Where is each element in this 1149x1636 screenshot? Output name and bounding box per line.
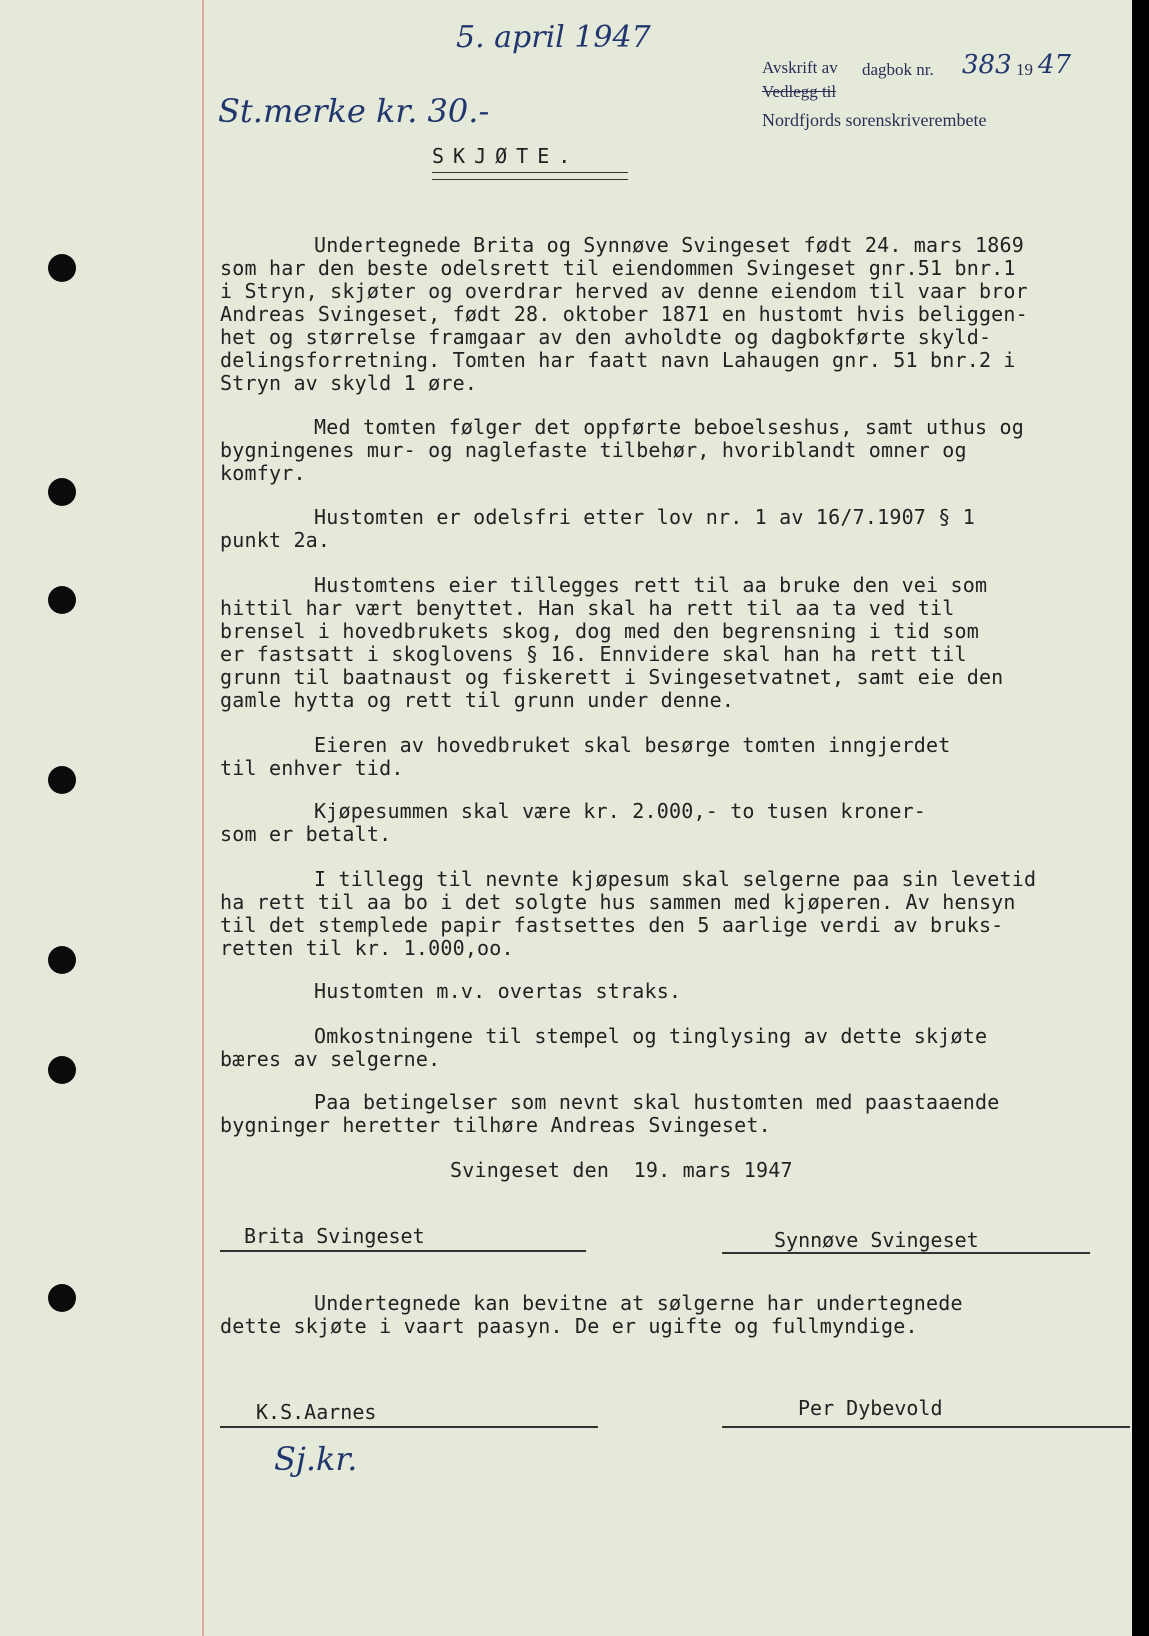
punch-hole <box>48 478 76 506</box>
body-line: gamle hytta og rett til grunn under denne. <box>220 688 735 712</box>
stamp-copy-of: Avskrift av <box>762 58 838 77</box>
body-line: ha rett til aa bo i det solgte hus sammen med kjøperen. Av hensyn <box>220 890 1016 914</box>
handwritten-entry-number: 383 <box>962 50 1012 80</box>
witness-signature-right: Per Dybevold <box>798 1396 943 1420</box>
body-line: Hustomten m.v. overtas straks. <box>314 979 682 1003</box>
handwritten-entry-year: 47 <box>1038 50 1072 80</box>
body-line: Stryn av skyld 1 øre. <box>220 371 478 395</box>
punch-hole <box>48 946 76 974</box>
body-line: hittil har vært benyttet. Han skal ha rett til aa ta ved til <box>220 596 955 620</box>
body-line: til enhver tid. <box>220 756 404 780</box>
body-line: Med tomten følger det oppførte beboelseshus, samt uthus og <box>314 415 1024 439</box>
stamp-year-prefix: 19 <box>1016 60 1033 79</box>
body-line: Hustomtens eier tillegges rett til aa bruke den vei som <box>314 573 988 597</box>
stamp-journal-label: dagbok nr. <box>862 60 934 79</box>
body-line: I tillegg til nevnte kjøpesum skal selgerne paa sin levetid <box>314 867 1037 891</box>
document-title: SKJØTE. <box>432 144 580 168</box>
place-date-line: Svingeset den 19. mars 1947 <box>450 1158 793 1182</box>
body-line: i Stryn, skjøter og overdrar herved av denne eiendom til vaar bror <box>220 279 1028 303</box>
signature-line <box>220 1250 586 1252</box>
punch-hole <box>48 586 76 614</box>
punch-hole <box>48 766 76 794</box>
seller-signature-left: Brita Svingeset <box>244 1224 425 1248</box>
body-line: Undertegnede Brita og Synnøve Svingeset født 24. mars 1869 <box>314 233 1024 257</box>
body-line: komfyr. <box>220 461 306 485</box>
witness-line: Undertegnede kan bevitne at sølgerne har undertegnede <box>314 1291 963 1315</box>
signature-line <box>722 1252 1090 1254</box>
handwritten-stamp-fee: St.merke kr. 30.- <box>218 92 490 130</box>
body-line: het og størrelse framgaar av den avholdte og dagbokførte skyld- <box>220 325 992 349</box>
signature-line <box>722 1426 1130 1428</box>
body-line: grunn til baatnaust og fiskerett i Svingesetvatnet, samt eie den <box>220 665 1004 689</box>
punch-hole <box>48 1056 76 1084</box>
body-line: Kjøpesummen skal være kr. 2.000,- to tusen kroner- <box>314 799 927 823</box>
body-line: Paa betingelser som nevnt skal hustomten med paastaaende <box>314 1090 1000 1114</box>
margin-rule <box>202 0 204 1636</box>
body-line: til det stemplede papir fastsettes den 5 aarlige verdi av bruks- <box>220 913 1004 937</box>
signature-line <box>220 1426 598 1428</box>
stamp-attachment-to: Vedlegg til <box>762 82 837 101</box>
punch-hole <box>48 254 76 282</box>
body-line: Andreas Svingeset, født 28. oktober 1871 en hustomt hvis beliggen- <box>220 302 1028 326</box>
punch-hole <box>48 1284 76 1312</box>
body-line: Hustomten er odelsfri etter lov nr. 1 av 16/7.1907 § 1 <box>314 505 976 529</box>
body-line: brensel i hovedbrukets skog, dog med den begrensning i tid som <box>220 619 979 643</box>
witness-signature-left: K.S.Aarnes <box>256 1400 377 1424</box>
seller-signature-right: Synnøve Svingeset <box>774 1228 979 1252</box>
body-line: retten til kr. 1.000,oo. <box>220 936 514 960</box>
body-line: punkt 2a. <box>220 528 331 552</box>
body-line: bæres av selgerne. <box>220 1047 441 1071</box>
body-line: Eieren av hovedbruket skal besørge tomten inngjerdet <box>314 733 951 757</box>
body-line: Omkostningene til stempel og tinglysing av dette skjøte <box>314 1024 988 1048</box>
body-line: er fastsatt i skoglovens § 16. Ennvidere skal han ha rett til <box>220 642 967 666</box>
body-line: bygningenes mur- og naglefaste tilbehør, hvoriblandt omner og <box>220 438 967 462</box>
body-line: som er betalt. <box>220 822 392 846</box>
body-line: bygninger heretter tilhøre Andreas Svingeset. <box>220 1113 771 1137</box>
handwritten-initials: Sj.kr. <box>274 1440 358 1478</box>
body-line: delingsforretning. Tomten har faatt navn Lahaugen gnr. 51 bnr.2 i <box>220 348 1016 372</box>
body-line: som har den beste odelsrett til eiendommen Svingeset gnr.51 bnr.1 <box>220 256 1016 280</box>
witness-line: dette skjøte i vaart paasyn. De er ugifte og fullmyndige. <box>220 1314 918 1338</box>
title-underline <box>432 172 628 180</box>
stamp-office: Nordfjords sorenskriverembete <box>762 110 987 130</box>
handwritten-date: 5. april 1947 <box>456 20 651 55</box>
